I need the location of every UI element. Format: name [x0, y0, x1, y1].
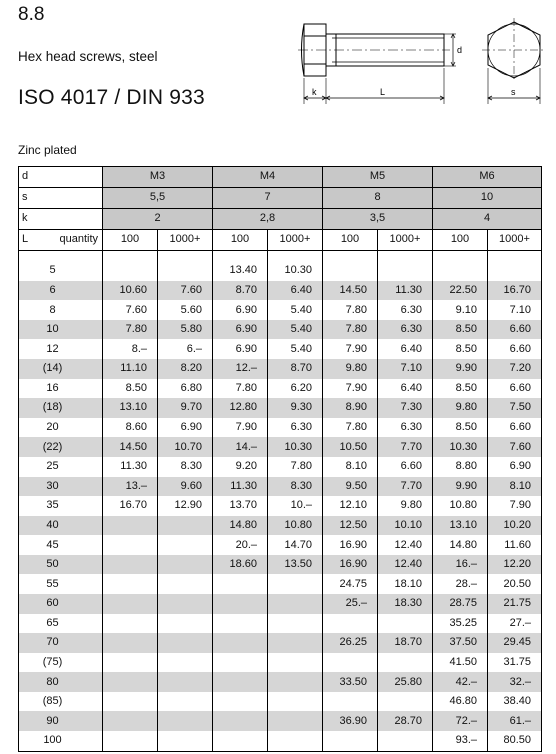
price-cell: 5.40	[268, 300, 323, 320]
price-cell: 26.25	[323, 633, 378, 653]
price-cell	[103, 692, 158, 712]
price-cell	[103, 261, 158, 281]
qty-m5-1000: 1000+	[378, 229, 433, 250]
price-cell	[158, 261, 213, 281]
price-cell	[103, 633, 158, 653]
price-cell: 5.40	[268, 320, 323, 340]
table-filler	[19, 751, 542, 752]
price-cell: 6.30	[268, 418, 323, 438]
length-cell: 8	[19, 300, 103, 320]
price-cell: 10.50	[323, 437, 378, 457]
price-cell: 7.80	[103, 320, 158, 340]
length-cell: 20	[19, 418, 103, 438]
price-cell: 7.60	[103, 300, 158, 320]
price-cell: 7.80	[268, 457, 323, 477]
table-row	[19, 359, 542, 379]
price-cell	[158, 516, 213, 536]
price-cell: 7.80	[323, 418, 378, 438]
price-cell: 14.50	[103, 437, 158, 457]
wrench-size-label: s	[19, 187, 103, 208]
price-cell: 7.70	[378, 477, 433, 497]
thread-diameter-label: d	[19, 167, 103, 188]
price-cell: 14.80	[433, 535, 488, 555]
price-cell: 35.25	[433, 614, 488, 634]
price-cell: 31.75	[488, 653, 542, 673]
price-cell: 13.–	[103, 477, 158, 497]
price-cell: 6.90	[158, 418, 213, 438]
price-cell: 8.50	[103, 379, 158, 399]
price-cell: 16.–	[433, 555, 488, 575]
price-cell: 8.–	[103, 339, 158, 359]
price-cell: 5.40	[268, 339, 323, 359]
price-cell: 8.80	[433, 457, 488, 477]
dim-label-d: d	[457, 45, 463, 55]
price-cell: 33.50	[323, 672, 378, 692]
qty-m4-1000: 1000+	[268, 229, 323, 250]
price-cell: 18.10	[378, 574, 433, 594]
price-cell: 93.–	[433, 731, 488, 751]
qty-m3-100: 100	[103, 229, 158, 250]
price-cell	[103, 711, 158, 731]
price-cell: 9.80	[378, 496, 433, 516]
price-cell: 6.60	[378, 457, 433, 477]
price-cell: 20.–	[213, 535, 268, 555]
price-cell: 8.90	[323, 398, 378, 418]
price-cell: 38.40	[488, 692, 542, 712]
price-cell: 13.10	[433, 516, 488, 536]
wrench-size-m6: 10	[433, 187, 542, 208]
price-cell: 36.90	[323, 711, 378, 731]
price-cell: 61.–	[488, 711, 542, 731]
size-m3-header: M3	[103, 167, 213, 188]
price-cell	[268, 692, 323, 712]
price-cell	[103, 672, 158, 692]
price-cell: 9.30	[268, 398, 323, 418]
price-cell: 80.50	[488, 731, 542, 751]
price-cell: 25.–	[323, 594, 378, 614]
table-row	[19, 653, 542, 673]
price-cell: 9.90	[433, 359, 488, 379]
price-cell	[158, 672, 213, 692]
price-cell: 7.90	[323, 339, 378, 359]
price-cell	[323, 653, 378, 673]
price-cell: 9.20	[213, 457, 268, 477]
table-row	[19, 496, 542, 516]
length-cell: 6	[19, 281, 103, 301]
price-rows	[19, 261, 542, 751]
price-cell: 6.80	[158, 379, 213, 399]
price-cell: 8.10	[488, 477, 542, 497]
price-cell	[268, 672, 323, 692]
price-cell	[323, 261, 378, 281]
length-cell: 10	[19, 320, 103, 340]
price-cell	[158, 555, 213, 575]
length-cell: 60	[19, 594, 103, 614]
price-cell	[268, 731, 323, 751]
size-m5-header: M5	[323, 167, 433, 188]
price-cell: 14.50	[323, 281, 378, 301]
price-cell: 8.50	[433, 320, 488, 340]
length-cell: 100	[19, 731, 103, 751]
table-row	[19, 535, 542, 555]
price-cell: 42.–	[433, 672, 488, 692]
price-cell	[378, 692, 433, 712]
price-cell: 6.40	[378, 339, 433, 359]
price-cell	[213, 711, 268, 731]
price-cell: 9.90	[433, 477, 488, 497]
price-cell: 21.75	[488, 594, 542, 614]
dim-label-s: s	[511, 87, 516, 97]
price-cell: 6.60	[488, 418, 542, 438]
length-cell: 40	[19, 516, 103, 536]
price-cell: 6.60	[488, 339, 542, 359]
price-cell: 12.40	[378, 555, 433, 575]
table-row	[19, 614, 542, 634]
price-cell: 12.50	[323, 516, 378, 536]
length-cell: 90	[19, 711, 103, 731]
table-row	[19, 437, 542, 457]
price-cell: 16.90	[323, 535, 378, 555]
price-cell	[158, 653, 213, 673]
price-cell	[213, 672, 268, 692]
table-row	[19, 418, 542, 438]
price-cell: 9.10	[433, 300, 488, 320]
price-cell	[378, 731, 433, 751]
price-cell	[158, 731, 213, 751]
length-cell: 45	[19, 535, 103, 555]
table-row	[19, 555, 542, 575]
price-cell	[103, 614, 158, 634]
price-cell: 16.70	[103, 496, 158, 516]
price-cell: 28.–	[433, 574, 488, 594]
table-row	[19, 261, 542, 281]
length-cell: 80	[19, 672, 103, 692]
price-cell: 6.90	[213, 300, 268, 320]
head-height-m3: 2	[103, 208, 213, 229]
price-cell: 6.90	[213, 339, 268, 359]
row-head-height	[19, 208, 542, 229]
price-cell	[158, 594, 213, 614]
price-cell: 12.80	[213, 398, 268, 418]
price-cell	[158, 711, 213, 731]
table-row	[19, 711, 542, 731]
price-cell	[103, 535, 158, 555]
price-cell: 9.80	[433, 398, 488, 418]
price-cell	[213, 653, 268, 673]
price-cell: 7.80	[213, 379, 268, 399]
length-cell: 5	[19, 261, 103, 281]
price-cell	[103, 653, 158, 673]
length-cell: (14)	[19, 359, 103, 379]
price-cell	[158, 574, 213, 594]
table-row	[19, 398, 542, 418]
price-cell: 7.50	[488, 398, 542, 418]
price-cell: 7.60	[158, 281, 213, 301]
length-cell: (75)	[19, 653, 103, 673]
price-cell	[213, 633, 268, 653]
price-cell: 9.80	[323, 359, 378, 379]
head-height-label: k	[19, 208, 103, 229]
size-m4-header: M4	[213, 167, 323, 188]
price-cell: 7.90	[323, 379, 378, 399]
table-row	[19, 731, 542, 751]
product-subtitle: Hex head screws, steel	[18, 49, 158, 64]
price-cell: 6.40	[378, 379, 433, 399]
price-cell: 10.60	[103, 281, 158, 301]
price-cell: 13.10	[103, 398, 158, 418]
price-cell: 12.90	[158, 496, 213, 516]
price-cell	[103, 516, 158, 536]
price-cell: 8.50	[433, 379, 488, 399]
price-cell: 7.80	[323, 300, 378, 320]
length-cell: 55	[19, 574, 103, 594]
price-cell	[213, 692, 268, 712]
price-cell: 18.70	[378, 633, 433, 653]
table-row	[19, 692, 542, 712]
length-quantity-label	[19, 229, 103, 250]
price-cell	[323, 692, 378, 712]
price-cell: 16.90	[323, 555, 378, 575]
size-m6-header: M6	[433, 167, 542, 188]
dim-label-k: k	[312, 87, 317, 97]
price-cell: 7.10	[488, 300, 542, 320]
table-row	[19, 574, 542, 594]
row-thread-size	[19, 167, 542, 188]
price-cell	[268, 594, 323, 614]
price-cell	[433, 261, 488, 281]
price-cell: 7.80	[323, 320, 378, 340]
price-cell	[268, 633, 323, 653]
price-cell: 8.30	[158, 457, 213, 477]
length-cell: 65	[19, 614, 103, 634]
price-cell: 6.30	[378, 418, 433, 438]
price-cell: 13.70	[213, 496, 268, 516]
price-cell	[103, 574, 158, 594]
price-cell: 12.40	[378, 535, 433, 555]
length-cell: 35	[19, 496, 103, 516]
price-cell: 7.30	[378, 398, 433, 418]
price-cell: 11.60	[488, 535, 542, 555]
price-cell: 41.50	[433, 653, 488, 673]
price-cell: 32.–	[488, 672, 542, 692]
table-row	[19, 300, 542, 320]
table-row	[19, 516, 542, 536]
price-cell	[158, 535, 213, 555]
price-cell: 11.30	[213, 477, 268, 497]
table-row	[19, 477, 542, 497]
price-cell	[213, 731, 268, 751]
price-cell: 9.50	[323, 477, 378, 497]
wrench-size-m5: 8	[323, 187, 433, 208]
qty-m6-100: 100	[433, 229, 488, 250]
price-cell	[268, 653, 323, 673]
price-cell: 10.30	[268, 437, 323, 457]
price-cell: 11.30	[103, 457, 158, 477]
price-cell	[158, 614, 213, 634]
price-cell: 12.20	[488, 555, 542, 575]
price-cell	[488, 261, 542, 281]
price-cell: 10.30	[433, 437, 488, 457]
price-cell	[158, 633, 213, 653]
wrench-size-m4: 7	[213, 187, 323, 208]
price-cell: 72.–	[433, 711, 488, 731]
head-height-m5: 3,5	[323, 208, 433, 229]
length-cell: 70	[19, 633, 103, 653]
length-cell: (22)	[19, 437, 103, 457]
table-row	[19, 281, 542, 301]
table-row	[19, 672, 542, 692]
row-wrench-size	[19, 187, 542, 208]
price-cell: 12.10	[323, 496, 378, 516]
length-cell: 50	[19, 555, 103, 575]
head-height-m6: 4	[433, 208, 542, 229]
price-cell: 10.–	[268, 496, 323, 516]
qty-m5-100: 100	[323, 229, 378, 250]
price-cell	[268, 711, 323, 731]
price-cell: 10.80	[268, 516, 323, 536]
price-cell: 25.80	[378, 672, 433, 692]
price-cell: 6.60	[488, 320, 542, 340]
price-cell	[378, 614, 433, 634]
price-cell: 46.80	[433, 692, 488, 712]
price-cell: 13.50	[268, 555, 323, 575]
price-cell: 10.20	[488, 516, 542, 536]
price-cell: 6.40	[268, 281, 323, 301]
price-cell	[158, 692, 213, 712]
price-cell: 6.–	[158, 339, 213, 359]
length-cell: 25	[19, 457, 103, 477]
price-cell	[103, 555, 158, 575]
table-row	[19, 457, 542, 477]
length-cell: (18)	[19, 398, 103, 418]
price-cell: 6.90	[488, 457, 542, 477]
price-cell: 9.70	[158, 398, 213, 418]
row-quantity	[19, 229, 542, 250]
price-cell	[103, 731, 158, 751]
screw-technical-drawing	[296, 8, 552, 108]
price-cell: 10.70	[158, 437, 213, 457]
price-cell	[213, 614, 268, 634]
table-row	[19, 633, 542, 653]
price-cell: 9.60	[158, 477, 213, 497]
price-cell: 20.50	[488, 574, 542, 594]
price-cell: 14.80	[213, 516, 268, 536]
price-cell: 7.90	[213, 418, 268, 438]
standard-title: ISO 4017 / DIN 933	[18, 86, 205, 109]
price-cell	[378, 653, 433, 673]
price-cell: 6.60	[488, 379, 542, 399]
price-cell: 22.50	[433, 281, 488, 301]
price-cell: 10.10	[378, 516, 433, 536]
length-cell: 16	[19, 379, 103, 399]
price-cell: 5.80	[158, 320, 213, 340]
price-cell	[103, 594, 158, 614]
price-cell	[323, 731, 378, 751]
price-cell: 14.–	[213, 437, 268, 457]
price-cell: 24.75	[323, 574, 378, 594]
price-cell: 6.30	[378, 320, 433, 340]
qty-m3-1000: 1000+	[158, 229, 213, 250]
price-cell: 8.50	[433, 418, 488, 438]
price-cell	[323, 614, 378, 634]
price-cell: 28.75	[433, 594, 488, 614]
qty-m6-1000: 1000+	[488, 229, 542, 250]
price-cell	[213, 594, 268, 614]
length-cell: 12	[19, 339, 103, 359]
table-row	[19, 379, 542, 399]
price-cell: 28.70	[378, 711, 433, 731]
price-cell: 8.30	[268, 477, 323, 497]
price-cell: 6.90	[213, 320, 268, 340]
price-cell	[213, 574, 268, 594]
quantity-label: quantity	[59, 233, 98, 246]
price-cell: 18.30	[378, 594, 433, 614]
price-cell	[268, 574, 323, 594]
spacer-row	[19, 250, 542, 261]
table-row	[19, 339, 542, 359]
price-cell: 8.60	[103, 418, 158, 438]
price-cell: 8.20	[158, 359, 213, 379]
price-cell	[268, 614, 323, 634]
length-cell: 30	[19, 477, 103, 497]
head-height-m4: 2,8	[213, 208, 323, 229]
qty-m4-100: 100	[213, 229, 268, 250]
table-row	[19, 594, 542, 614]
price-cell: 10.80	[433, 496, 488, 516]
price-table	[18, 166, 542, 752]
dim-label-l: L	[380, 87, 386, 97]
price-cell	[378, 261, 433, 281]
price-cell: 8.50	[433, 339, 488, 359]
price-cell: 12.–	[213, 359, 268, 379]
finish-label: Zinc plated	[18, 143, 77, 157]
price-cell: 7.90	[488, 496, 542, 516]
price-cell: 7.20	[488, 359, 542, 379]
price-cell: 27.–	[488, 614, 542, 634]
price-cell: 5.60	[158, 300, 213, 320]
table-row	[19, 320, 542, 340]
price-cell: 11.10	[103, 359, 158, 379]
price-cell: 6.20	[268, 379, 323, 399]
price-cell: 8.10	[323, 457, 378, 477]
grade-title: 8.8	[18, 4, 45, 25]
price-cell: 10.30	[268, 261, 323, 281]
price-cell: 7.10	[378, 359, 433, 379]
price-cell: 8.70	[213, 281, 268, 301]
price-cell: 11.30	[378, 281, 433, 301]
price-cell: 13.40	[213, 261, 268, 281]
wrench-size-m3: 5,5	[103, 187, 213, 208]
price-cell: 37.50	[433, 633, 488, 653]
price-cell: 29.45	[488, 633, 542, 653]
price-cell: 6.30	[378, 300, 433, 320]
price-cell: 14.70	[268, 535, 323, 555]
length-label: L	[22, 233, 29, 246]
price-cell: 7.60	[488, 437, 542, 457]
price-cell: 18.60	[213, 555, 268, 575]
price-cell: 7.70	[378, 437, 433, 457]
price-cell: 16.70	[488, 281, 542, 301]
price-cell: 8.70	[268, 359, 323, 379]
length-cell: (85)	[19, 692, 103, 712]
